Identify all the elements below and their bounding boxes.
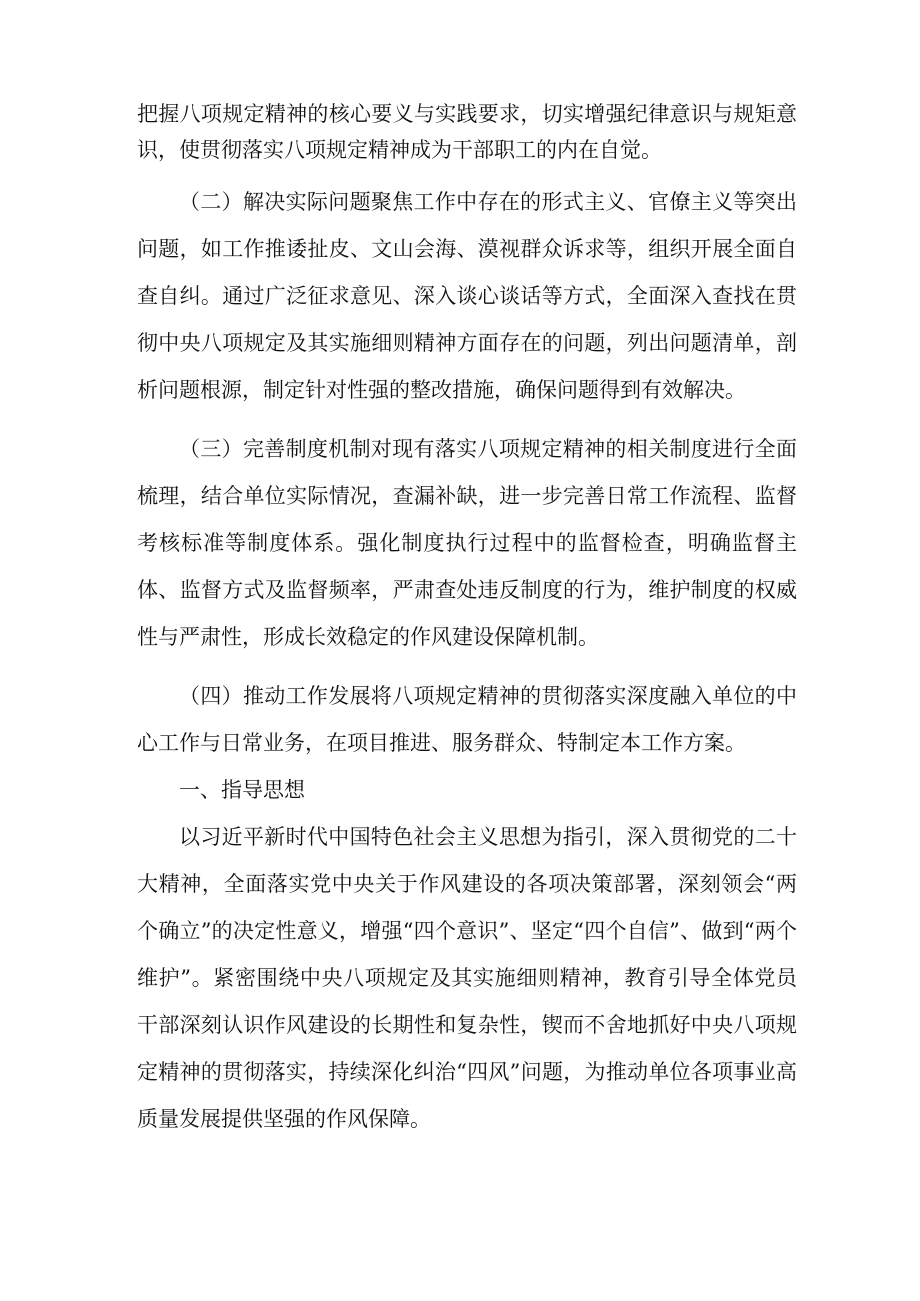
paragraph-section-4: （四）推动工作发展将八项规定精神的贯彻落实深度融入单位的中心工作与日常业务，在项目推进、服务群众、特制定本工作方案。 — [137, 684, 797, 755]
document-body — [137, 96, 797, 1143]
paragraph-guiding-ideology: 以习近平新时代中国特色社会主义思想为指引，深入贯彻党的二十大精神，全面落实党中央关于作风建设的各项决策部署，深刻领会“两个确立”的决定性意义，增强“四个意识”、坚定“四个自信”、做到“两个维护”。紧密围绕中央八项规定及其实施细则精神，教育引导全体党员干部深刻认识作风建设的长期性和复杂性，锲而不舍地抓好中央八项规定精神的贯彻落实，持续深化纠治“四风”问题，为推动单位各项事业高质量发展提供坚强的作风保障。 — [137, 825, 797, 1131]
section-heading-guiding-ideology: 一、指导思想 — [179, 778, 305, 802]
paragraph-continuation: 把握八项规定精神的核心要义与实践要求，切实增强纪律意识与规矩意识，使贯彻落实八项规定精神成为干部职工的内在自觉。 — [137, 102, 797, 162]
paragraph-section-2: （二）解决实际问题聚焦工作中存在的形式主义、官僚主义等突出问题，如工作推诿扯皮、文山会海、漠视群众诉求等，组织开展全面自查自纠。通过广泛征求意见、深入谈心谈话等方式，全面深入查找在贯彻中央八项规定及其实施细则精神方面存在的问题，列出问题清单，剖析问题根源，制定针对性强的整改措施，确保问题得到有效解决。 — [137, 190, 797, 402]
paragraph-section-3: （三）完善制度机制对现有落实八项规定精神的相关制度进行全面梳理，结合单位实际情况，查漏补缺，进一步完善日常工作流程、监督考核标准等制度体系。强化制度执行过程中的监督检查，明确监督主体、监督方式及监督频率，严肃查处违反制度的行为，维护制度的权威性与严肃性，形成长效稳定的作风建设保障机制。 — [137, 437, 797, 649]
